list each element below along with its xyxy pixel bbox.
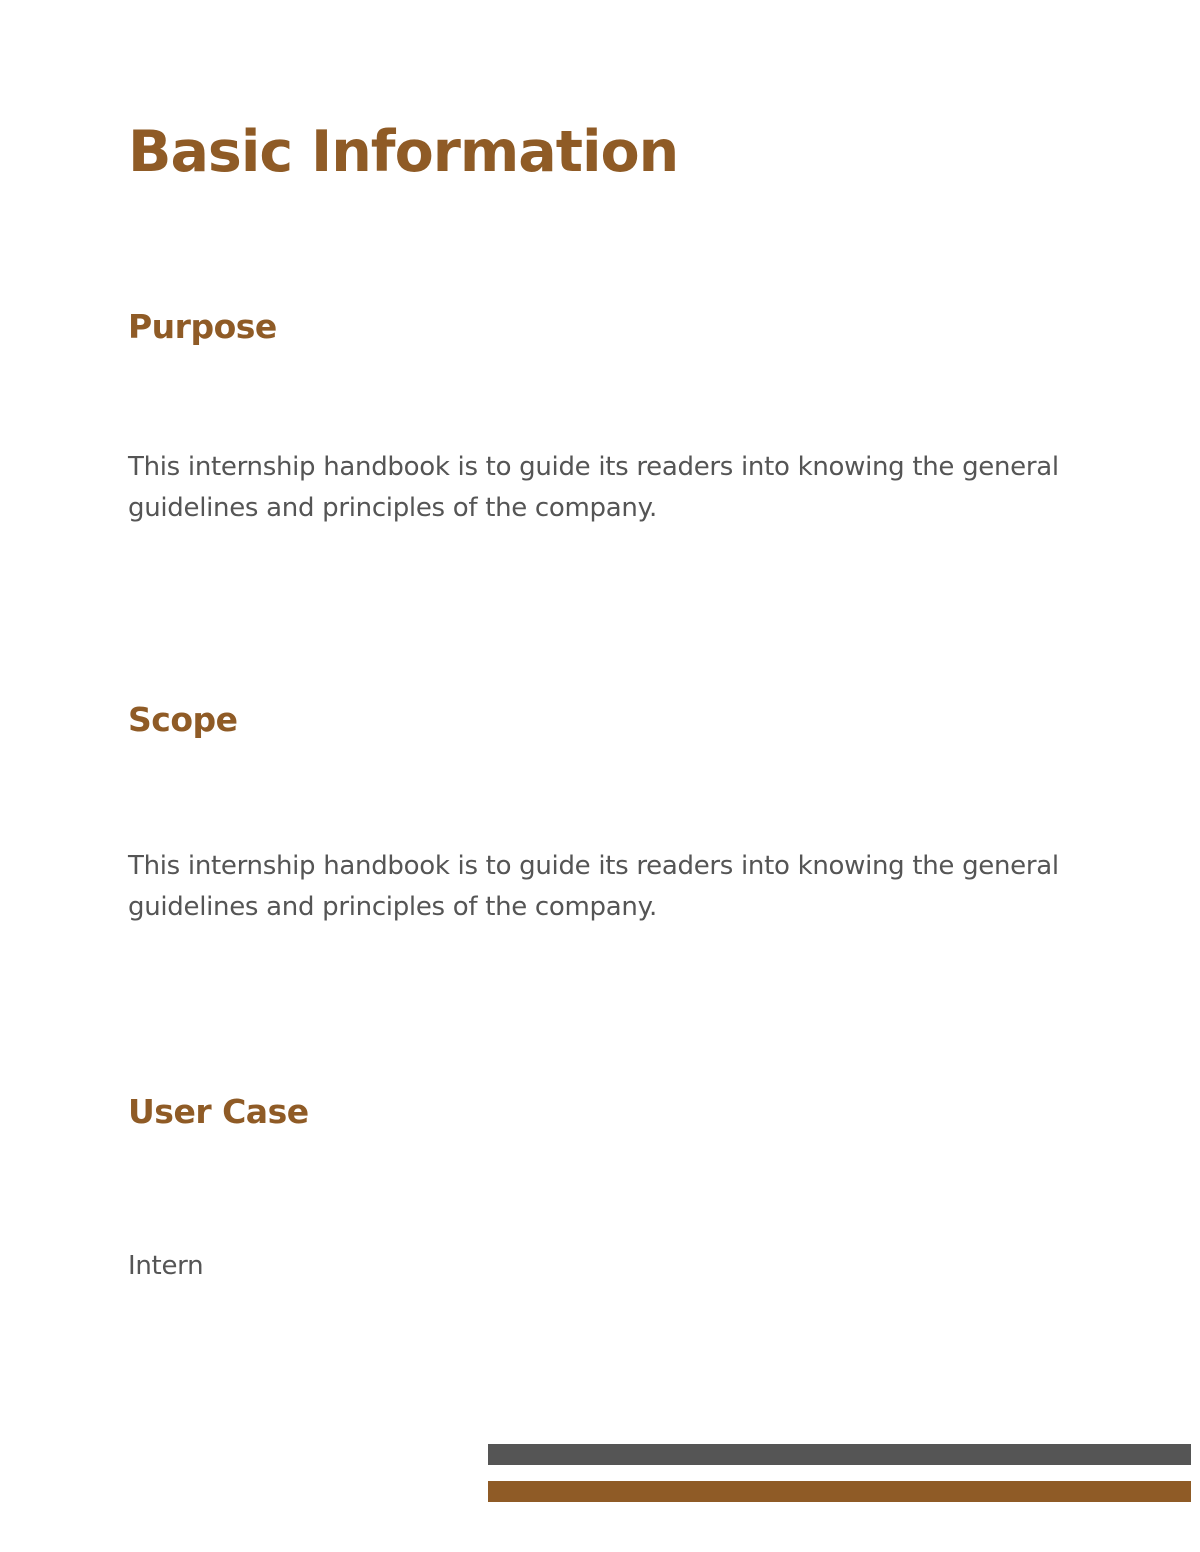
page-title: Basic Information	[128, 119, 679, 185]
decorative-bar-brown	[488, 1481, 1191, 1502]
section-heading-purpose: Purpose	[128, 307, 277, 346]
section-body-scope: This internship handbook is to guide its readers into knowing the general guidelines and principles of the company.	[128, 851, 1059, 922]
section-heading-user-case: User Case	[128, 1092, 309, 1131]
section-heading-scope: Scope	[128, 700, 238, 739]
section-body-user-case: Intern	[128, 1251, 204, 1281]
section-body-purpose: This internship handbook is to guide its readers into knowing the general guidelines and principles of the company.	[128, 452, 1059, 523]
decorative-bar-gray	[488, 1444, 1191, 1465]
